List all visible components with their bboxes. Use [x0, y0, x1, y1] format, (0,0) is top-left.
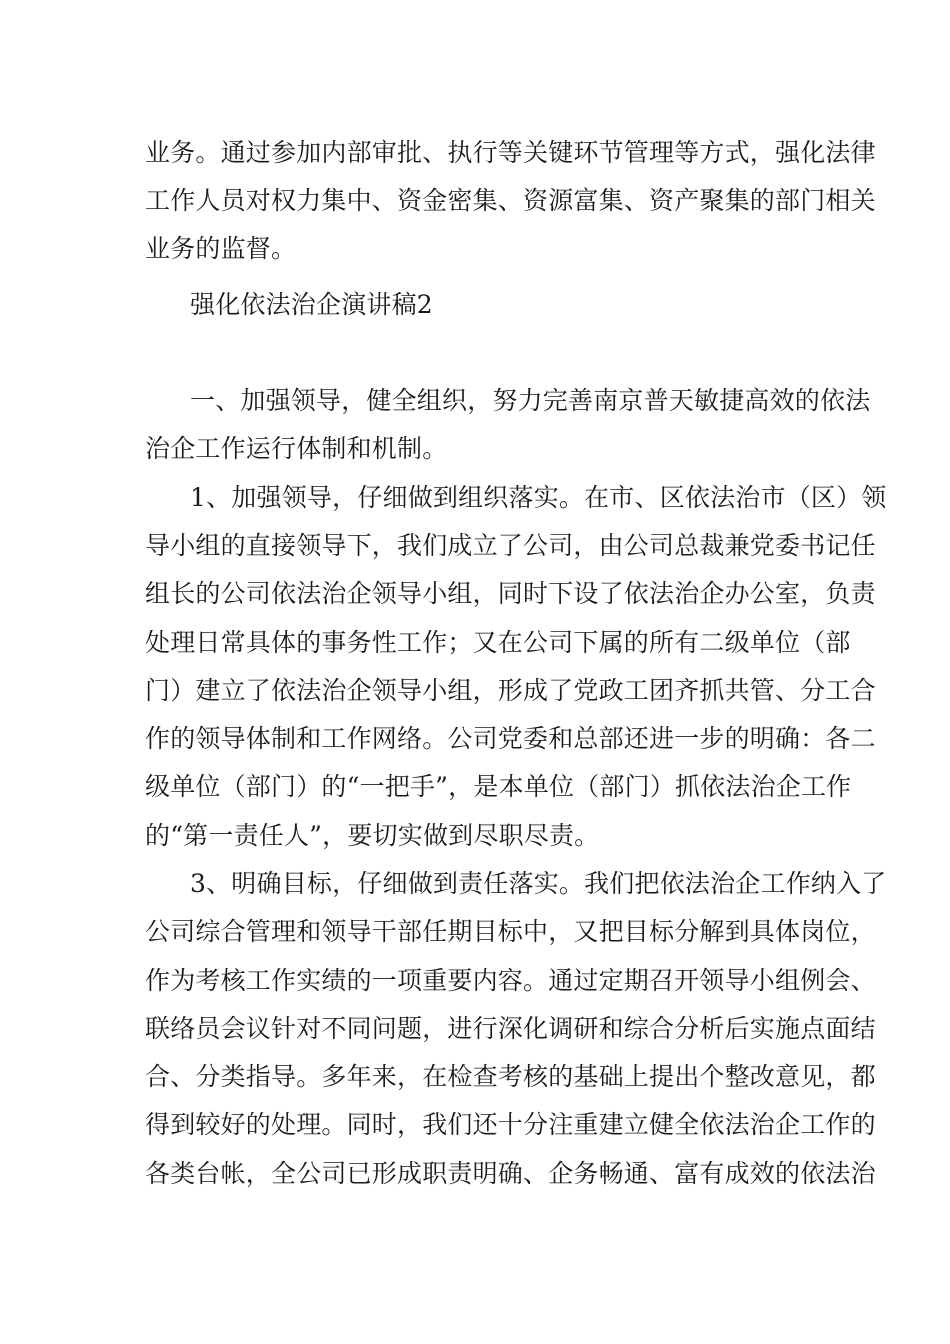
paragraph-line: 各类台帐，全公司已形成职责明确、企务畅通、富有成效的依法治 [145, 1159, 876, 1188]
paragraph-line: 1、加强领导，仔细做到组织落实。在市、区依法治市（区）领 [190, 483, 887, 512]
section-heading: 强化依法治企演讲稿2 [190, 290, 433, 319]
paragraph-line: 处理日常具体的事务性工作；又在公司下属的所有二级单位（部 [145, 628, 851, 657]
paragraph-line: 得到较好的处理。同时，我们还十分注重建立健全依法治企工作的 [145, 1110, 876, 1139]
paragraph-line: 工作人员对权力集中、资金密集、资源富集、资产聚集的部门相关 [145, 186, 876, 215]
paragraph-line: 的“第一责任人”，要切实做到尽职尽责。 [145, 821, 600, 850]
paragraph-line: 业务的监督。 [145, 234, 297, 263]
paragraph-line: 3、明确目标，仔细做到责任落实。我们把依法治企工作纳入了 [190, 869, 887, 898]
paragraph-line: 联络员会议针对不同问题，进行深化调研和综合分析后实施点面结 [145, 1014, 876, 1043]
paragraph-line: 公司综合管理和领导干部任期目标中，又把目标分解到具体岗位， [145, 917, 876, 946]
paragraph-line: 作的领导体制和工作网络。公司党委和总部还进一步的明确：各二 [145, 724, 876, 753]
paragraph-line: 一、加强领导，健全组织，努力完善南京普天敏捷高效的依法 [190, 386, 871, 415]
paragraph-line: 导小组的直接领导下，我们成立了公司，由公司总裁兼党委书记任 [145, 531, 876, 560]
paragraph-line: 治企工作运行体制和机制。 [145, 434, 448, 463]
paragraph-line: 组长的公司依法治企领导小组，同时下设了依法治企办公室，负责 [145, 579, 876, 608]
paragraph-line: 级单位（部门）的“一把手”，是本单位（部门）抓依法治企工作 [145, 772, 852, 801]
paragraph-line: 合、分类指导。多年来，在检查考核的基础上提出个整改意见，都 [145, 1062, 876, 1091]
paragraph-line: 业务。通过参加内部审批、执行等关键环节管理等方式，强化法律 [145, 138, 876, 167]
paragraph-line: 作为考核工作实绩的一项重要内容。通过定期召开领导小组例会、 [145, 966, 876, 995]
paragraph-line: 门）建立了依法治企领导小组，形成了党政工团齐抓共管、分工合 [145, 676, 876, 705]
